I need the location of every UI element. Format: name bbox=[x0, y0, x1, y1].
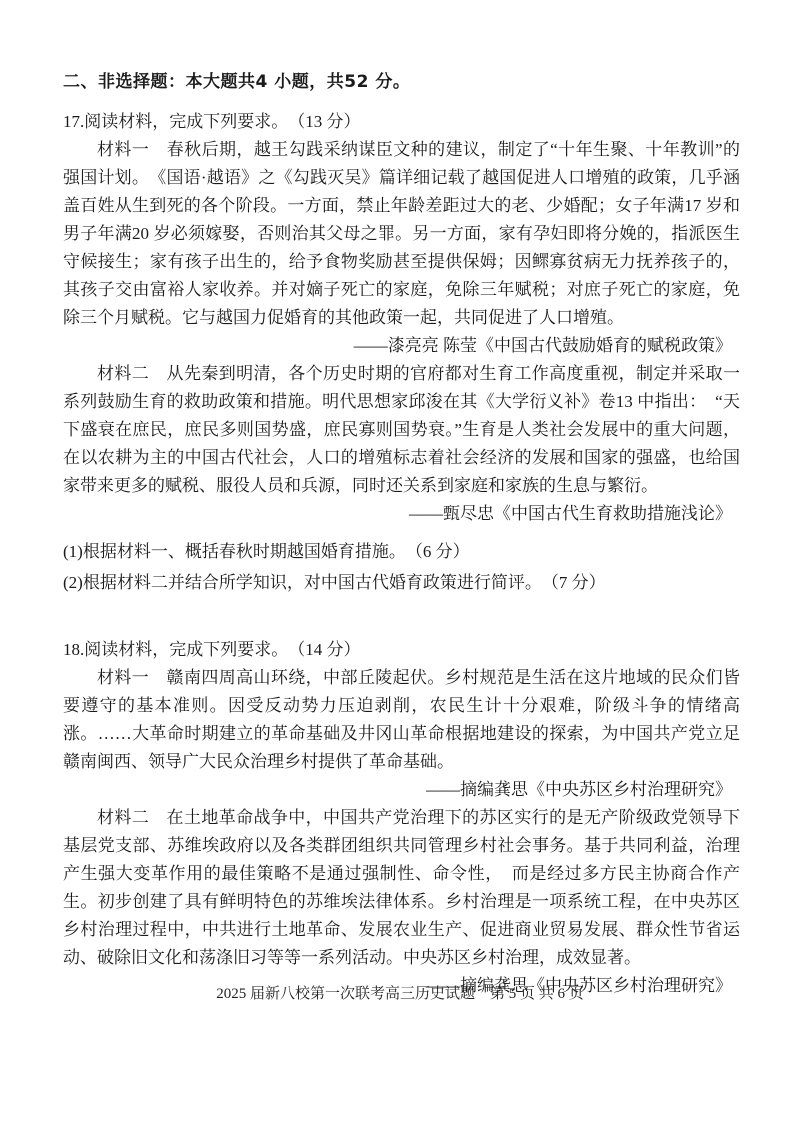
question-18-block bbox=[63, 636, 740, 1000]
question-17-sub-question-2: (2)根据材料二并结合所学知识，对中国古代婚育政策进行简评。 （7 分） bbox=[63, 573, 606, 592]
spacer bbox=[63, 598, 740, 632]
page-footer: 2025 届新八校第一次联考高三历史试题 第 5 页 共 6 页 bbox=[216, 986, 584, 1002]
question-17-material-1-source: ——漆亮亮 陈莹《中国古代鼓励婚育的赋税政策》 bbox=[353, 336, 732, 355]
question-18-material-2-source: ——摘编龚思《中央苏区乡村治理研究》 bbox=[426, 976, 732, 995]
question-18-title: 18.阅读材料，完成下列要求。 （14 分） bbox=[63, 640, 361, 659]
question-17-block bbox=[63, 108, 740, 598]
section-heading: 二、非选择题：本大题共4 小题，共52 分。 bbox=[63, 72, 411, 92]
question-17-material-2: 材料二 从先秦到明清，各个历史时期的官府都对生育工作高度重视，制定并采取一系列鼓励生育的救助政策和措施。明代思想家邱浚在其《大学衍义补》卷13 中指出： “天下盛衰在庶民，庶民多则国势盛，庶民寡则国势衰。”生育是人类社会发展中的重大问题，在以农耕为主的中国古代社会，人口的增殖标志着社会经济的发展和国家的强盛，也给国家带来更多的赋税、服役人员和兵源，同时还关系到家庭和家族的生息与繁衍。 bbox=[63, 364, 740, 495]
question-18-material-2: 材料二 在土地革命战争中，中国共产党治理下的苏区实行的是无产阶级政党领导下基层党支部、苏维埃政府以及各类群团组织共同管理乡村社会事务。基于共同利益，治理产生强大变革作用的最佳策略不是通过强制性、命令性， 而是经过多方民主协商合作产生。初步创建了具有鲜明特色的苏维埃法律体系。乡村治理是一项系统工程，在中央苏区乡村治理过程中，中共进行土地革命、发展农业生产、促进商业贸易发展、群众性节省运动、破除旧文化和荡涤旧习等等一系列活动。中央苏区乡村治理，成效显著。 bbox=[63, 808, 740, 967]
question-17-material-2-source: ——甄尽忠《中国古代生育救助措施浅论》 bbox=[409, 504, 732, 523]
question-17-title: 17.阅读材料，完成下列要求。 （13 分） bbox=[63, 112, 361, 131]
question-17-sub-questions bbox=[63, 536, 740, 598]
question-18-material-1: 材料一 赣南四周高山环绕，中部丘陵起伏。乡村规范是生活在这片地域的民众们皆要遵守的基本准则。因受反动势力压迫剥削，农民生计十分艰难，阶级斗争的情绪高涨。……大革命时期建立的革命基础及井冈山革命根据地建设的探索，为中国共产党立足赣南闽西、领导广大民众治理乡村提供了革命基础。 bbox=[63, 668, 740, 771]
question-17-sub-question-1: (1)根据材料一、概括春秋时期越国婚育措施。 （6 分） bbox=[63, 542, 470, 561]
question-17-material-1: 材料一 春秋后期，越王勾践采纳谋臣文种的建议，制定了“十年生聚、十年教训”的强国计划。 《国语·越语》之《勾践灭吴》篇详细记载了越国促进人口增殖的政策，几乎涵盖百姓从生到死的各个阶段。一方面，禁止年龄差距过大的老、少婚配；女子年满17 岁和男子年满20 岁必须嫁娶，否则治其父母之罪。另一方面，家有孕妇即将分娩的，指派医生守候接生；家有孩子出生的，给予食物奖励甚至提供保姆；因鳏寡贫病无力抚养孩子的，其孩子交由富裕人家收养。并对嫡子死亡的家庭，免除三年赋税；对庶子死亡的家庭，免除三个月赋税。它与越国力促婚育的其他政策一起，共同促进了人口增殖。 bbox=[63, 140, 740, 327]
question-18-material-1-source: ——摘编龚思《中央苏区乡村治理研究》 bbox=[426, 780, 732, 799]
